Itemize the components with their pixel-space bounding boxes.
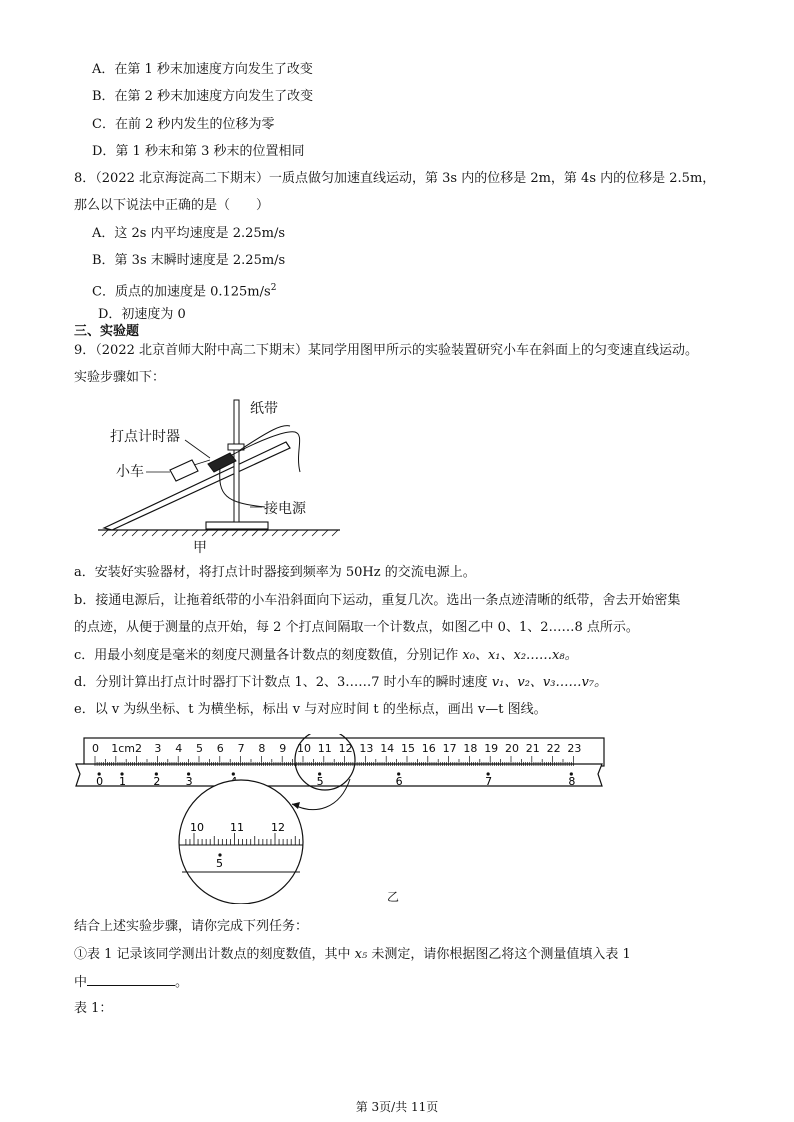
step-d-vars: v₁、v₂、v₃……v₇。 xyxy=(491,675,608,690)
ruler-number: 22 xyxy=(546,742,561,755)
q8-option-c-superscript: 2 xyxy=(270,283,277,293)
zoom-label-10: 10 xyxy=(190,821,204,834)
tape-point-label: 1 xyxy=(119,775,127,788)
ruler-number: 0 xyxy=(92,742,99,755)
tape-point-label: 0 xyxy=(96,775,104,788)
step-d xyxy=(74,674,607,692)
label-cart: 小车 xyxy=(116,464,144,480)
ruler-number: 6 xyxy=(216,742,224,755)
ruler-number: 5 xyxy=(196,742,203,755)
ruler-number: 1cm2 xyxy=(111,742,143,755)
step-b-line1: b．接通电源后，让拖着纸带的小车沿斜面向下运动，重复几次。选出一条点迹清晰的纸带，舍去开始密集 xyxy=(74,593,681,608)
ruler-number: 14 xyxy=(380,742,395,755)
label-power: 接电源 xyxy=(264,501,306,517)
table-label: 表 1： xyxy=(74,1001,113,1016)
ruler-figure xyxy=(70,734,610,904)
ruler-number: 18 xyxy=(463,742,478,755)
step-c-vars: x₀、x₁、x₂……x₈。 xyxy=(462,648,578,663)
ruler-number: 8 xyxy=(258,742,266,755)
q9-stem-line1: 9．（2022 北京首师大附中高二下期末）某同学用图甲所示的实验装置研究小车在斜面上的匀变速直线运动。 xyxy=(74,343,698,358)
q8-stem-line1: 8．（2022 北京海淀高二下期末）一质点做匀加速直线运动，第 3s 内的位移是 2m，第 4s 内的位移是 2.5m， xyxy=(74,171,716,186)
ruler-number: 11 xyxy=(317,742,332,755)
zoom-circle xyxy=(179,780,303,904)
label-timer: 打点计时器 xyxy=(110,429,180,445)
answer-blank[interactable] xyxy=(87,973,175,986)
task1-text: ①表 1 记录该同学测出计数点的刻度数值，其中 xyxy=(74,947,355,962)
ruler-number: 16 xyxy=(421,742,436,755)
step-c-text: c．用最小刻度是毫米的刻度尺测量各计数点的刻度数值，分别记作 xyxy=(74,648,463,663)
ruler-number: 17 xyxy=(442,742,457,755)
tape-point-label: 8 xyxy=(568,775,576,788)
zoom-label-12: 12 xyxy=(271,821,285,834)
step-d-text: d．分别计算出打点计时器打下计数点 1、2、3……7 时小车的瞬时速度 xyxy=(74,675,492,690)
ruler-number: 23 xyxy=(567,742,582,755)
q8-stem-line2: 那么以下说法中正确的是（ ） xyxy=(74,198,270,213)
tape-point-label: 5 xyxy=(316,775,324,788)
task1-post: 未测定，请你根据图乙将这个测量值填入表 1 xyxy=(367,947,631,962)
ruler-number: 15 xyxy=(401,742,415,755)
q7-option-d: D．第 1 秒末和第 3 秒末的位置相同 xyxy=(92,144,305,159)
q8-option-b: B．第 3s 末瞬时速度是 2.25m/s xyxy=(92,253,286,268)
tape-point-label: 2 xyxy=(153,775,161,788)
cart-icon xyxy=(170,460,198,481)
caption-figure-a: 甲 xyxy=(193,540,207,556)
ruler-number: 12 xyxy=(338,742,353,755)
ruler-number: 20 xyxy=(505,742,519,755)
label-tape: 纸带 xyxy=(250,401,278,417)
task1-line2-text: 中 xyxy=(74,975,88,990)
q8-option-d: D．初速度为 0 xyxy=(98,307,186,322)
zoom-label-11: 11 xyxy=(230,821,244,834)
ruler-number: 10 xyxy=(297,742,311,755)
ruler-number: 13 xyxy=(359,742,374,755)
task1-var: x₅ xyxy=(354,947,368,962)
tape-point-label: 7 xyxy=(485,775,493,788)
ground-hatching xyxy=(102,530,338,536)
q8-option-c xyxy=(92,279,276,301)
ruler-number: 4 xyxy=(175,742,183,755)
incline-board xyxy=(104,442,290,530)
q7-option-c: C．在前 2 秒内发生的位移为零 xyxy=(92,117,275,132)
step-a: a．安装好实验器材，将打点计时器接到频率为 50Hz 的交流电源上。 xyxy=(74,565,476,580)
task1-line2 xyxy=(74,973,188,992)
stand-base xyxy=(206,522,268,529)
q8-option-a: A．这 2s 内平均速度是 2.25m/s xyxy=(92,226,286,241)
q9-stem-line2: 实验步骤如下： xyxy=(74,370,166,385)
step-c xyxy=(74,647,578,665)
ruler-number: 19 xyxy=(484,742,499,755)
step-b-line2: 的点迹，从便于测量的点开始，每 2 个打点间隔取一个计数点，如图乙中 0、1、2……8 点所示。 xyxy=(74,620,639,635)
q7-option-b: B．在第 2 秒末加速度方向发生了改变 xyxy=(92,89,314,104)
task-intro: 结合上述实验步骤，请你完成下列任务： xyxy=(74,919,309,934)
caption-figure-b: 乙 xyxy=(387,890,400,904)
ruler-number: 3 xyxy=(154,742,162,755)
q8-option-c-text: C．质点的加速度是 0.125m/s xyxy=(92,284,271,300)
tape-point-label: 6 xyxy=(395,775,403,788)
ruler-number: 7 xyxy=(237,742,245,755)
task1-line1 xyxy=(74,946,631,964)
section-title: 三、实验题 xyxy=(74,324,140,339)
tape-point-label: 3 xyxy=(185,775,193,788)
ruler-number: 9 xyxy=(279,742,287,755)
q7-option-a: A．在第 1 秒末加速度方向发生了改变 xyxy=(92,62,313,77)
ruler-number: 21 xyxy=(525,742,540,755)
page-footer: 第 3页/共 11页 xyxy=(355,1100,439,1114)
step-e: e．以 v 为纵坐标、t 为横坐标，标出 v 与对应时间 t 的坐标点，画出 v—t 图线。 xyxy=(74,702,547,717)
task1-end: 。 xyxy=(175,975,189,990)
zoom-point-label: 5 xyxy=(216,857,223,870)
